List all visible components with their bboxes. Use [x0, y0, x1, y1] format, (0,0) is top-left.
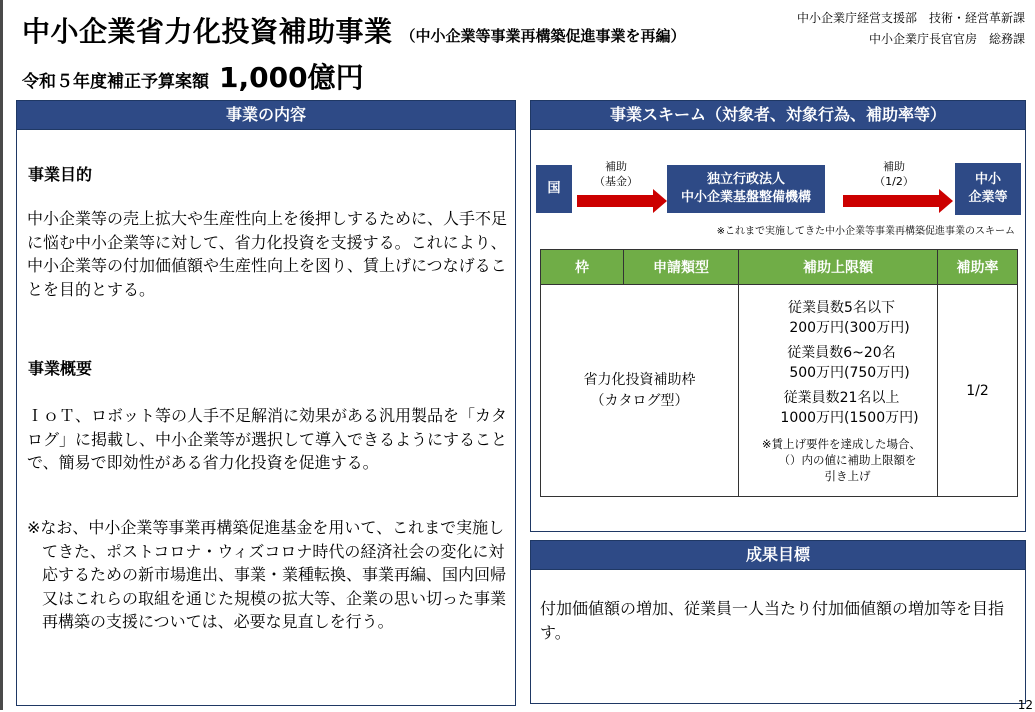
sme-line-1: 中小	[974, 172, 1001, 187]
title-subtitle: （中小企業等事業再構築促進事業を再編）	[400, 27, 686, 45]
cell-type	[541, 285, 739, 497]
note-text: ※なお、中小企業等事業再構築促進基金を用いて、これまで実施してきた、ポストコロナ・ウィズコロナ時代の経済社会の変化に対応するための新市場進出、事業・業種転換、事業再編、国内回帰又はこれらの取組を通じた規模の拡大等、企業の思い切った事業再構築の支援については、必要な見直しを行う。	[27, 518, 507, 631]
subsidy-table	[540, 249, 1018, 497]
table-header-row	[541, 250, 1018, 285]
results-heading: 成果目標	[531, 541, 1025, 570]
results-panel	[530, 540, 1026, 704]
limit-note-2: （）内の値に補助上限額を	[778, 452, 917, 467]
page-number: 12	[1017, 698, 1033, 712]
department-info	[797, 8, 1025, 50]
content-heading: 事業の内容	[17, 101, 515, 130]
limit-note	[747, 436, 936, 484]
arrow2-label-2: （1/2）	[874, 175, 914, 188]
dept-line-1: 中小企業庁経営支援部 技術・経営革新課	[796, 11, 1025, 25]
overview-text: ＩｏＴ、ロボット等の人手不足解消に効果がある汎用製品を「カタログ」に掲載し、中小企業等が選択して導入できるようにすることで、簡易で即効性がある省力化投資を促進する。	[27, 406, 508, 472]
scheme-flow	[531, 159, 1027, 219]
purpose-text: 中小企業等の売上拡大や生産性向上を後押しするために、人手不足に悩む中小企業等に対して、省力化投資を支援する。これにより、中小企業等の付加価値額や生産性向上を図り、賃上げにつなげることを目的とする。	[27, 209, 508, 299]
sme-box	[955, 163, 1021, 215]
country-box: 国	[536, 165, 572, 213]
budget-amount: 1,000億円	[219, 61, 364, 94]
cell-rate: 1/2	[938, 285, 1018, 497]
dept-line-2: 中小企業庁長官官房 総務課	[868, 32, 1025, 46]
content-panel	[16, 100, 516, 706]
page-title	[22, 10, 686, 50]
tier1-label: 従業員数5名以下	[788, 299, 895, 316]
budget-label: 令和５年度補正予算案額	[22, 72, 209, 92]
col-header-rate: 補助率	[938, 250, 1018, 285]
purpose-title: 事業目的	[28, 165, 93, 184]
col-header-frame: 枠	[541, 250, 624, 285]
arrow1-icon	[577, 195, 653, 207]
arrow2-label	[869, 159, 919, 189]
scheme-heading: 事業スキーム（対象者、対象行為、補助率等）	[531, 101, 1025, 130]
arrow2-icon	[843, 195, 939, 207]
budget-line	[22, 56, 364, 96]
title-main: 中小企業省力化投資補助事業	[22, 15, 393, 48]
type-line-2: （カタログ型）	[590, 392, 689, 409]
agency-line-2: 中小企業基盤整備機構	[680, 190, 811, 205]
table-row	[541, 285, 1018, 497]
limit-note-1: ※賃上げ要件を達成した場合、	[761, 436, 922, 451]
arrow1-label	[591, 159, 641, 189]
left-border	[0, 0, 3, 710]
arrow2-label-1: 補助	[883, 160, 905, 173]
arrow1-label-2: （基金）	[594, 175, 638, 188]
agency-line-1: 独立行政法人	[706, 172, 785, 187]
cell-limit	[739, 285, 938, 497]
sme-line-2: 企業等	[968, 190, 1008, 205]
results-text: 付加価値額の増加、従業員一人当たり付加価値額の増加等を目指す。	[540, 599, 1005, 642]
tier2-amount: 500万円(750万円)	[789, 364, 910, 381]
scheme-panel	[530, 100, 1026, 532]
agency-box	[667, 165, 825, 213]
type-line-1: 省力化投資補助枠	[583, 371, 696, 388]
overview-title: 事業概要	[28, 359, 93, 378]
tier2-label: 従業員数6~20名	[787, 344, 896, 361]
limit-note-3: 引き上げ	[824, 468, 871, 483]
scheme-note: ※これまで実施してきた中小企業等事業再構築促進事業のスキーム	[716, 226, 1015, 237]
col-header-type: 申請類型	[624, 250, 739, 285]
tier1-amount: 200万円(300万円)	[789, 319, 910, 336]
tier3-label: 従業員数21名以上	[783, 389, 900, 406]
col-header-limit: 補助上限額	[739, 250, 938, 285]
arrow1-label-1: 補助	[605, 160, 627, 173]
tier3-amount: 1000万円(1500万円)	[780, 409, 919, 426]
